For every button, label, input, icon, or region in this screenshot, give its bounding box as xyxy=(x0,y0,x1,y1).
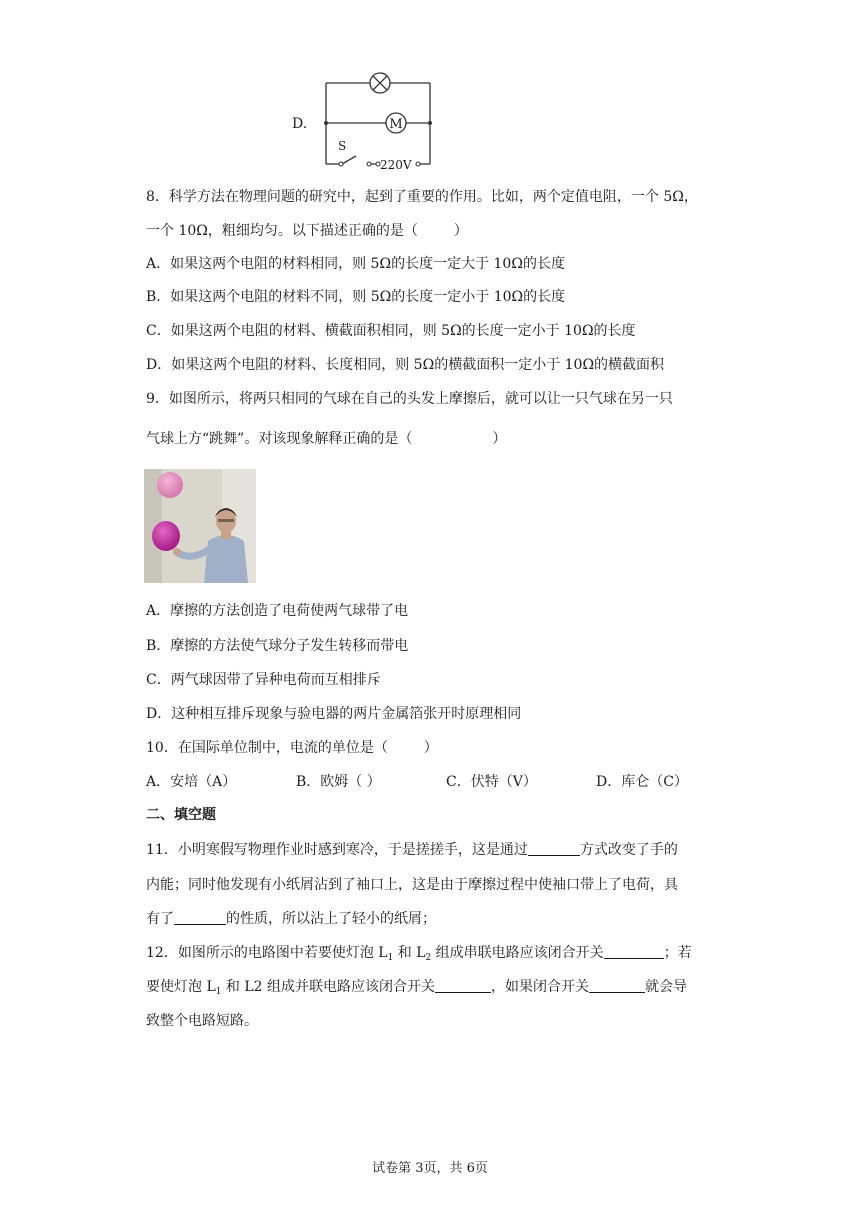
q12-line2: 要使灯泡 $L_1$ 和 L2 组成并联电路应该闭合开关 ，如果闭合开关 就会导 xyxy=(146,979,688,997)
q12-blank-2[interactable] xyxy=(435,978,491,993)
q10-option-b: B．欧姆（ ） xyxy=(296,774,381,790)
q9-option-a: A．摩擦的方法创造了电荷使两气球带了电 xyxy=(146,603,409,619)
q9-option-c: C．两气球因带了异种电荷而互相排斥 xyxy=(146,672,381,688)
q10-option-c: C．伏特（V） xyxy=(446,774,537,790)
q11-line1: 11．小明寒假写物理作业时感到寒冷，于是搓搓手，这是通过 方式改变了手的 xyxy=(146,842,678,858)
q11-line3: 有了 的性质，所以沾上了轻小的纸屑； xyxy=(146,911,436,927)
q10-option-d: D．库仑（C） xyxy=(596,774,688,790)
q9-option-d: D．这种相互排斥现象与验电器的两片金属箔张开时原理相同 xyxy=(146,706,522,722)
q12-line3: 致整个电路短路。 xyxy=(146,1013,258,1029)
q10-option-a: A．安培（A） xyxy=(146,774,237,790)
q12-blank-1[interactable] xyxy=(604,944,664,959)
q8-stem-line2: 一个 10Ω，粗细均匀。以下描述正确的是（ ） xyxy=(146,223,468,239)
page-footer: 试卷第 3页，共 6页 xyxy=(372,1161,488,1176)
q8-option-d: D．如果这两个电阻的材料、长度相同，则 5Ω的横截面积一定小于 10Ω的横截面积 xyxy=(146,357,665,373)
q8-option-a: A．如果这两个电阻的材料相同，则 5Ω的长度一定大于 10Ω的长度 xyxy=(146,256,565,272)
q11-blank-1[interactable] xyxy=(528,841,580,856)
lamp-icon xyxy=(370,73,390,93)
q12-blank-3[interactable] xyxy=(589,978,645,993)
option-d-label: D. xyxy=(292,116,308,132)
q8-stem-line1: 8．科学方法在物理问题的研究中，起到了重要的作用。比如，两个定值电阻，一个 5Ω， xyxy=(146,189,698,205)
q10-stem: 10．在国际单位制中，电流的单位是（ ） xyxy=(146,740,438,756)
q9-stem-line1: 9．如图所示，将两只相同的气球在自己的头发上摩擦后，就可以让一只气球在另一只 xyxy=(146,391,673,407)
q11-line2: 内能；同时他发现有小纸屑沾到了袖口上，这是由于摩擦过程中使袖口带上了电荷，具 xyxy=(146,877,678,893)
q8-option-b: B．如果这两个电阻的材料不同，则 5Ω的长度一定小于 10Ω的长度 xyxy=(146,289,566,305)
section-heading: 二、填空题 xyxy=(146,807,216,823)
balloon-photo xyxy=(144,469,256,583)
q9-stem-line2: 气球上方“跳舞”。对该现象解释正确的是（ ） xyxy=(146,431,507,447)
q9-option-b: B．摩擦的方法使气球分子发生转移而带电 xyxy=(146,638,409,654)
q12-line1: 12．如图所示的电路图中若要使灯泡 $L_1$ 和 $L_2$ 组成串联电路应该闭合开关 ；若 xyxy=(146,945,692,963)
switch-terminal-icon xyxy=(339,162,343,166)
circuit-diagram-option-d xyxy=(290,66,440,176)
q8-option-c: C．如果这两个电阻的材料、横截面积相同，则 5Ω的长度一定小于 10Ω的长度 xyxy=(146,323,636,339)
motor-icon xyxy=(386,113,406,133)
motor-label: M xyxy=(389,117,403,132)
voltage-label: 220V xyxy=(380,158,412,172)
q11-blank-2[interactable] xyxy=(174,910,226,925)
switch-label: S xyxy=(338,139,347,153)
